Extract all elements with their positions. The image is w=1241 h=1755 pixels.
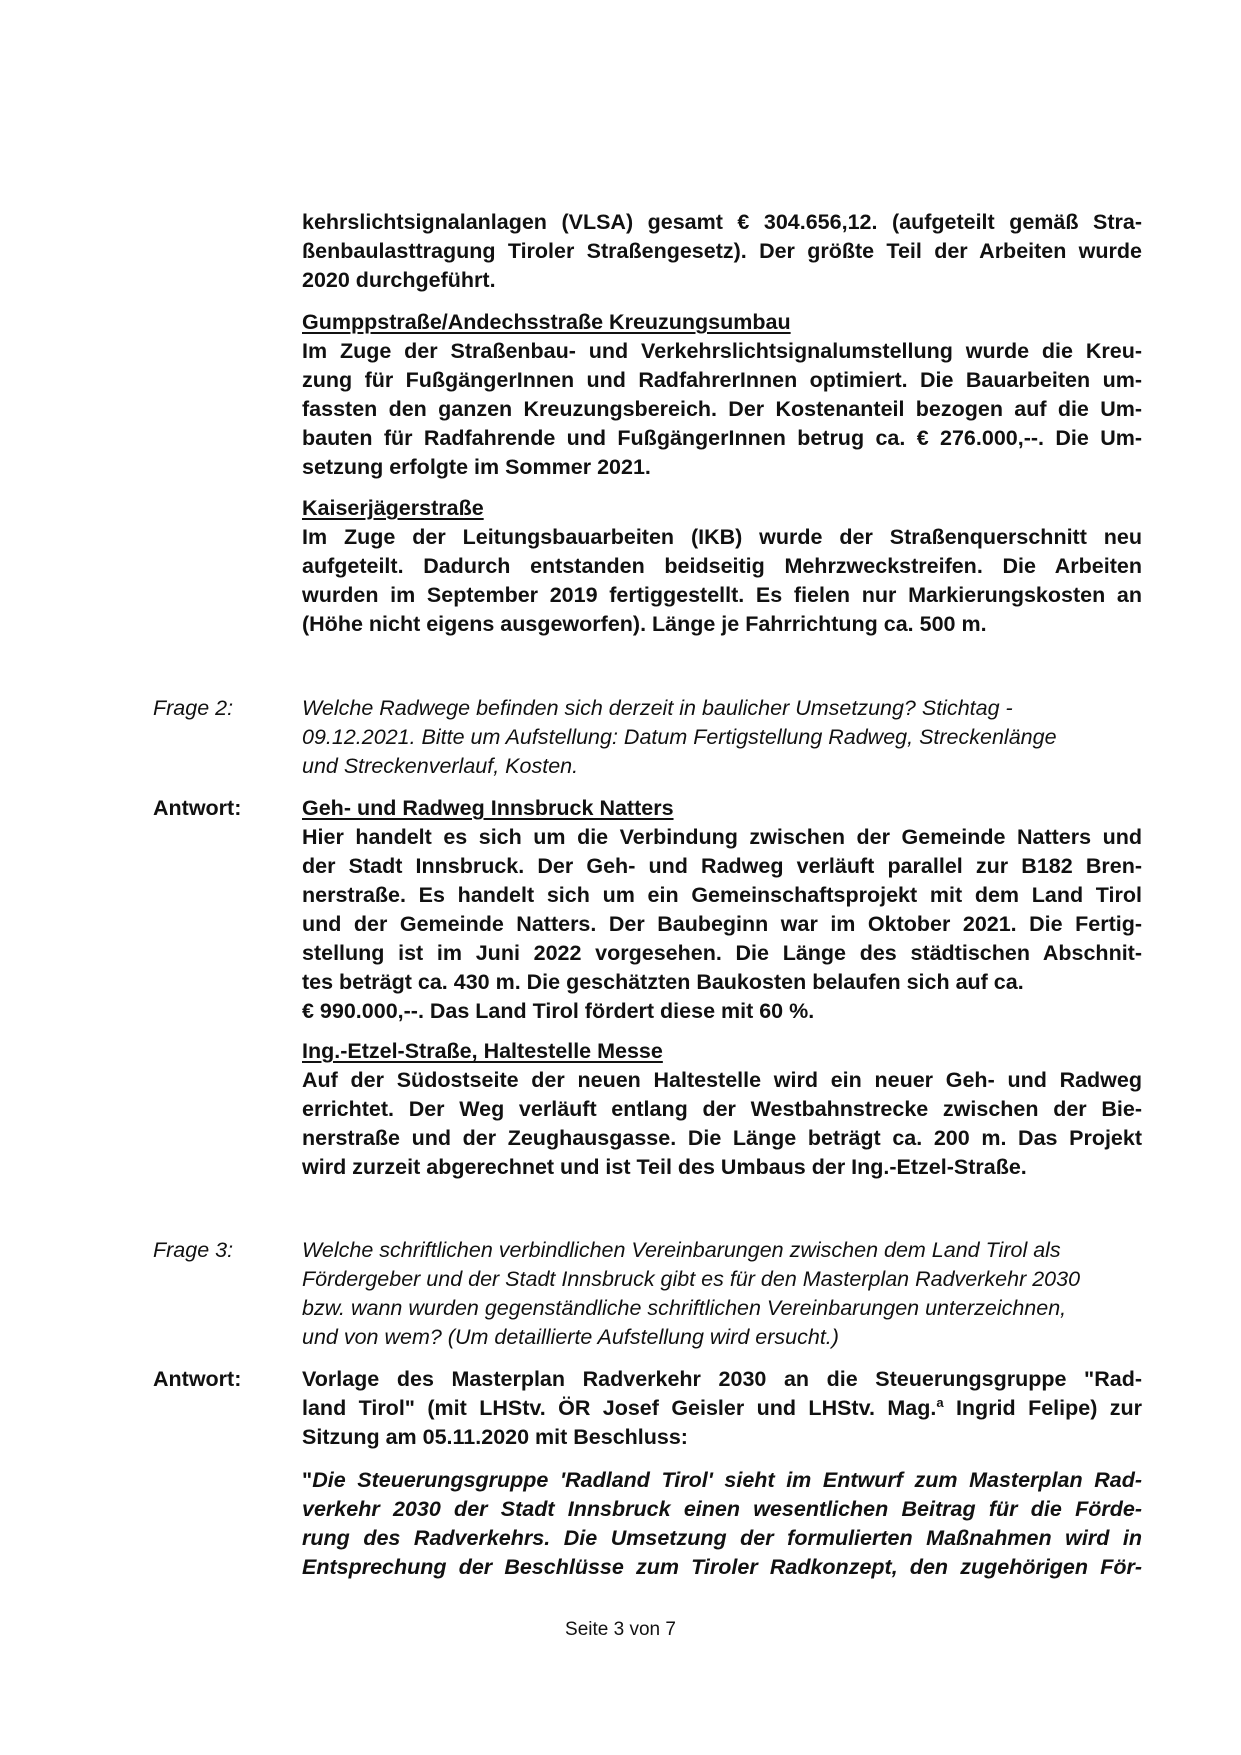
text-line: verkehr 2030 der Stadt Innsbruck einen wesentlichen Beitrag für die Förde- xyxy=(302,1497,1142,1521)
text-line: 09.12.2021. Bitte um Aufstellung: Datum Fertigstellung Radweg, Streckenlänge xyxy=(302,725,1057,749)
page-number: Seite 3 von 7 xyxy=(565,1619,676,1640)
text-line: kehrslichtsignalanlagen (VLSA) gesamt € 304.656,12. (aufgeteilt gemäß Stra- xyxy=(302,210,1142,234)
text-line: Welche Radwege befinden sich derzeit in baulicher Umsetzung? Stichtag - xyxy=(302,696,1013,720)
text-line: Fördergeber und der Stadt Innsbruck gibt es für den Masterplan Radverkehr 2030 xyxy=(302,1267,1081,1291)
section-etzel-strasse xyxy=(302,1037,1142,1182)
text-line: stellung ist im Juni 2022 vorgesehen. Die Länge des städtischen Abschnit- xyxy=(302,941,1142,965)
text-line: Sitzung am 05.11.2020 mit Beschluss: xyxy=(302,1425,688,1449)
text-line: aufgeteilt. Dadurch entstanden beidseitig Mehrzweckstreifen. Die Arbeiten xyxy=(302,554,1142,578)
answer-3-text xyxy=(302,1365,1142,1452)
text-line: Entsprechung der Beschlüsse zum Tiroler Radkonzept, den zugehörigen För- xyxy=(302,1555,1142,1579)
resolution-quote xyxy=(302,1466,1142,1582)
answer-label: Antwort: xyxy=(153,796,242,820)
text-line: tes beträgt ca. 430 m. Die geschätzten Baukosten belaufen sich auf ca. xyxy=(302,970,1024,994)
continuation-paragraph xyxy=(302,208,1142,295)
text-line: rung des Radverkehrs. Die Umsetzung der formulierten Maßnahmen wird in xyxy=(302,1526,1142,1550)
text-line: nerstraße und der Zeughausgasse. Die Länge beträgt ca. 200 m. Das Projekt xyxy=(302,1126,1142,1150)
text-line: errichtet. Der Weg verläuft entlang der Westbahnstrecke zwischen der Bie- xyxy=(302,1097,1142,1121)
answer-2-natters xyxy=(302,794,1142,1026)
text-line: Auf der Südostseite der neuen Haltestelle wird ein neuer Geh- und Radweg xyxy=(302,1068,1142,1092)
text-line: der Stadt Innsbruck. Der Geh- und Radweg verläuft parallel zur B182 Bren- xyxy=(302,854,1142,878)
text-line: Hier handelt es sich um die Verbindung zwischen der Gemeinde Natters und xyxy=(302,825,1142,849)
text-line: und Streckenverlauf, Kosten. xyxy=(302,754,579,778)
text-line: und von wem? (Um detaillierte Aufstellung wird ersucht.) xyxy=(302,1325,839,1349)
quote-mark: " xyxy=(302,1468,313,1492)
text-line: und der Gemeinde Natters. Der Baubeginn war im Oktober 2021. Die Fertig- xyxy=(302,912,1142,936)
text-line: Vorlage des Masterplan Radverkehr 2030 an die Steuerungsgruppe "Rad- xyxy=(302,1367,1142,1391)
text-line: setzung erfolgte im Sommer 2021. xyxy=(302,455,651,479)
section-kaiserjaegerstrasse xyxy=(302,494,1142,639)
text-line: € 990.000,--. Das Land Tirol fördert diese mit 60 %. xyxy=(302,999,815,1023)
question-label: Frage 3: xyxy=(153,1238,234,1262)
section-heading: Geh- und Radweg Innsbruck Natters xyxy=(302,796,674,820)
answer-label: Antwort: xyxy=(153,1367,242,1391)
superscript: a xyxy=(936,1394,944,1410)
text-line: Im Zuge der Leitungsbauarbeiten (IKB) wurde der Straßenquerschnitt neu xyxy=(302,525,1142,549)
text-line: (Höhe nicht eigens ausgeworfen). Länge je Fahrrichtung ca. 500 m. xyxy=(302,612,987,636)
text-line: fassten den ganzen Kreuzungsbereich. Der Kostenanteil bezogen auf die Um- xyxy=(302,397,1142,421)
text-line: bzw. wann wurden gegenständliche schriftlichen Vereinbarungen unterzeichnen, xyxy=(302,1296,1067,1320)
text-line: Im Zuge der Straßenbau- und Verkehrslichtsignalumstellung wurde die Kreu- xyxy=(302,339,1142,363)
question-2-text xyxy=(302,694,1142,781)
text-line: Welche schriftlichen verbindlichen Vereinbarungen zwischen dem Land Tirol als xyxy=(302,1238,1061,1262)
question-label: Frage 2: xyxy=(153,696,234,720)
text-line: wurden im September 2019 fertiggestellt. Es fielen nur Markierungskosten an xyxy=(302,583,1142,607)
text-line: wird zurzeit abgerechnet und ist Teil des Umbaus der Ing.-Etzel-Straße. xyxy=(302,1155,1027,1179)
text-line: 2020 durchgeführt. xyxy=(302,268,496,292)
section-heading: Ing.-Etzel-Straße, Haltestelle Messe xyxy=(302,1039,663,1063)
text-line: nerstraße. Es handelt sich um ein Gemeinschaftsprojekt mit dem Land Tirol xyxy=(302,883,1142,907)
text-line xyxy=(302,1466,1142,1495)
text-line: ßenbaulasttragung Tiroler Straßengesetz). Der größte Teil der Arbeiten wurde xyxy=(302,239,1142,263)
text-fragment: land Tirol" (mit LHStv. ÖR Josef Geisler und LHStv. Mag. xyxy=(302,1396,937,1420)
text-line: zung für FußgängerInnen und RadfahrerInnen optimiert. Die Bauarbeiten um- xyxy=(302,368,1142,392)
section-heading: Gumppstraße/Andechsstraße Kreuzungsumbau xyxy=(302,310,791,334)
text-line xyxy=(302,1394,1142,1423)
text-fragment: Die Steuerungsgruppe 'Radland Tirol' sieht im Entwurf zum Masterplan Rad- xyxy=(312,1468,1142,1492)
text-line: bauten für Radfahrende und FußgängerInnen betrug ca. € 276.000,--. Die Um- xyxy=(302,426,1142,450)
text-fragment: Ingrid Felipe) zur xyxy=(943,1396,1143,1420)
section-gumppstrasse xyxy=(302,308,1142,482)
question-3-text xyxy=(302,1236,1142,1352)
section-heading: Kaiserjägerstraße xyxy=(302,496,484,520)
